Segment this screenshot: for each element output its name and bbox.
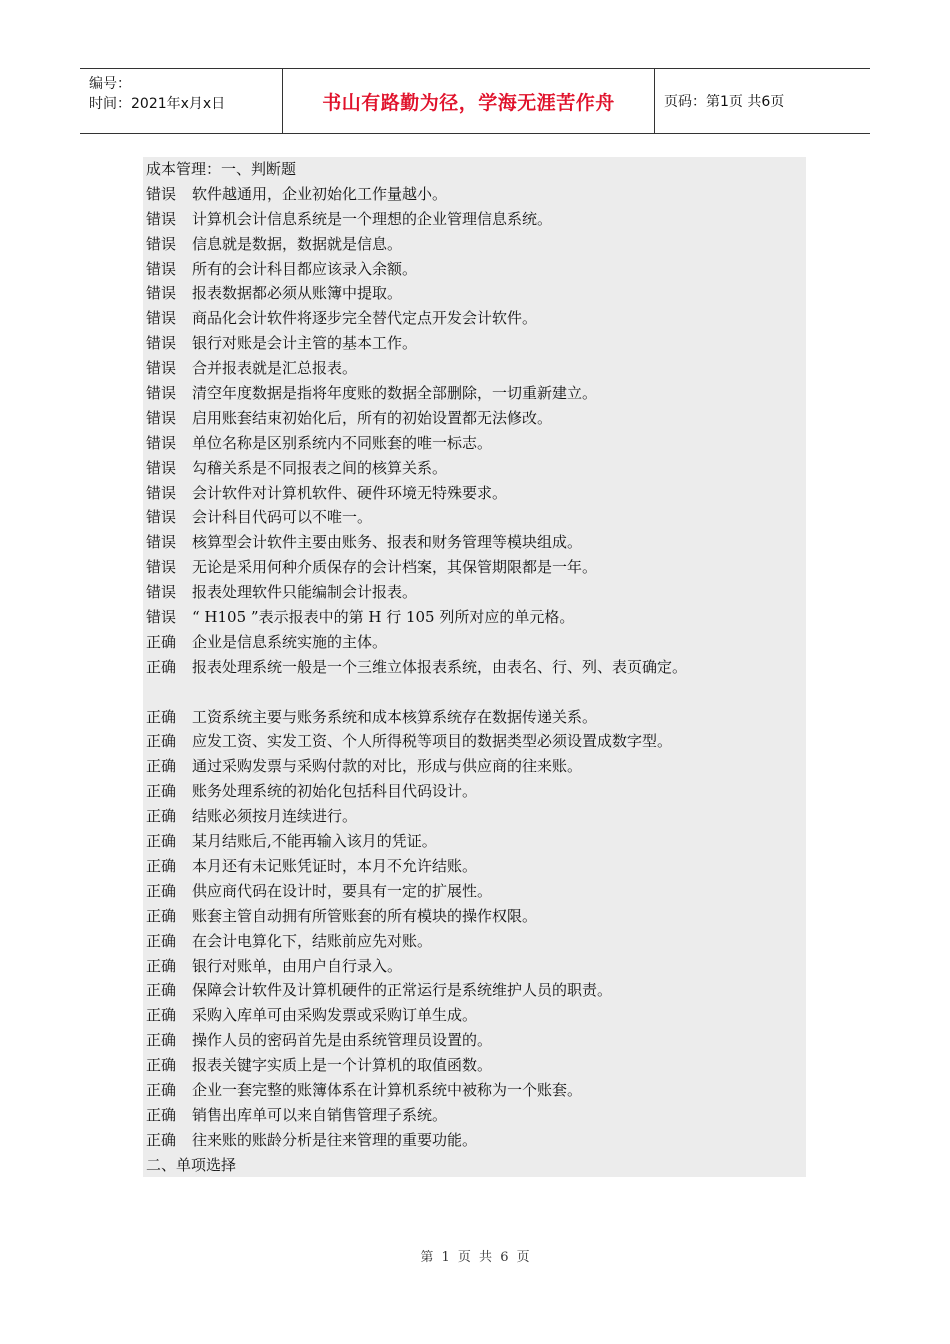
answer-tag: 正确	[146, 1006, 177, 1025]
answer-tag: 正确	[146, 931, 177, 950]
statement-text: 勾稽关系是不同报表之间的核算关系。	[192, 458, 448, 477]
judgment-list	[143, 182, 806, 1153]
list-item	[143, 555, 806, 580]
list-item	[143, 879, 806, 904]
statement-text: 核算型会计软件主要由账务、报表和财务管理等模块组成。	[192, 533, 583, 552]
statement-text: 清空年度数据是指将年度账的数据全部删除，一切重新建立。	[192, 384, 598, 403]
answer-tag: 错误	[146, 334, 177, 353]
answer-tag: 错误	[146, 433, 177, 452]
list-item	[143, 929, 806, 954]
answer-tag: 错误	[146, 309, 177, 328]
statement-text: 本月还有未记账凭证时，本月不允许结账。	[192, 856, 478, 875]
section-title: 成本管理：一、判断题	[146, 160, 297, 178]
answer-tag: 正确	[146, 832, 177, 851]
list-item	[143, 904, 806, 929]
statement-text: 银行对账单，由用户自行录入。	[192, 956, 403, 975]
document-number-label: 编号：	[89, 76, 131, 92]
answer-tag: 正确	[146, 1105, 177, 1124]
list-item	[143, 182, 806, 207]
statement-text: 单位名称是区别系统内不同账套的唯一标志。	[192, 433, 493, 452]
list-item	[143, 431, 806, 456]
list-item	[143, 705, 806, 730]
answer-tag: 错误	[146, 483, 177, 502]
document-body	[143, 157, 806, 1177]
statement-text: 会计软件对计算机软件、硬件环境无特殊要求。	[192, 483, 508, 502]
statement-text: 软件越通用，企业初始化工作量越小。	[192, 184, 448, 203]
header-page-cell	[655, 69, 870, 133]
list-item	[143, 1053, 806, 1078]
list-item	[143, 281, 806, 306]
statement-text: 销售出库单可以来自销售管理子系统。	[192, 1105, 448, 1124]
statement-text: 操作人员的密码首先是由系统管理员设置的。	[192, 1031, 493, 1050]
statement-text: “ H105 ”表示报表中的第 H 行 105 列所对应的单元格。	[192, 608, 575, 627]
answer-tag: 错误	[146, 558, 177, 577]
statement-text: 供应商代码在设计时，要具有一定的扩展性。	[192, 881, 493, 900]
statement-text: 启用账套结束初始化后，所有的初始设置都无法修改。	[192, 408, 553, 427]
list-item	[143, 1028, 806, 1053]
answer-tag: 正确	[146, 782, 177, 801]
answer-tag: 错误	[146, 408, 177, 427]
statement-text: 商品化会计软件将逐步完全替代定点开发会计软件。	[192, 309, 538, 328]
header-motto-cell	[283, 69, 655, 133]
statement-text: 信息就是数据，数据就是信息。	[192, 234, 403, 253]
list-item	[143, 680, 806, 705]
header-meta	[80, 69, 283, 133]
statement-text: 某月结账后,不能再输入该月的凭证。	[192, 832, 437, 851]
statement-text: 会计科目代码可以不唯一。	[192, 508, 373, 527]
list-item	[143, 804, 806, 829]
answer-tag: 错误	[146, 583, 177, 602]
statement-text: 通过采购发票与采购付款的对比，形成与供应商的往来账。	[192, 757, 583, 776]
header-motto: 书山有路勤为径，学海无涯苦作舟	[322, 91, 615, 114]
answer-tag: 正确	[146, 807, 177, 826]
list-item	[143, 481, 806, 506]
statement-text: 报表处理软件只能编制会计报表。	[192, 583, 418, 602]
page-footer: 第 1 页 共 6 页	[420, 1250, 530, 1265]
answer-tag: 正确	[146, 757, 177, 776]
statement-text: 合并报表就是汇总报表。	[192, 359, 358, 378]
answer-tag: 错误	[146, 533, 177, 552]
list-item	[143, 854, 806, 879]
list-item	[143, 1103, 806, 1128]
statement-text: 往来账的账龄分析是往来管理的重要功能。	[192, 1130, 478, 1149]
statement-text: 工资系统主要与账务系统和成本核算系统存在数据传递关系。	[192, 707, 598, 726]
answer-tag: 错误	[146, 458, 177, 477]
list-item	[143, 207, 806, 232]
answer-tag: 正确	[146, 1056, 177, 1075]
answer-tag: 错误	[146, 384, 177, 403]
list-item	[143, 331, 806, 356]
list-item	[143, 356, 806, 381]
answer-tag: 错误	[146, 508, 177, 527]
section-two-title: 二、单项选择	[146, 1155, 237, 1174]
statement-text: 企业是信息系统实施的主体。	[192, 632, 388, 651]
list-item	[143, 456, 806, 481]
statement-text: 所有的会计科目都应该录入余额。	[192, 259, 418, 278]
statement-text: 报表处理系统一般是一个三维立体报表系统，由表名、行、列、表页确定。	[192, 657, 688, 676]
statement-text: 账务处理系统的初始化包括科目代码设计。	[192, 782, 478, 801]
list-item	[143, 1078, 806, 1103]
list-item	[143, 530, 806, 555]
statement-text: 在会计电算化下，结账前应先对账。	[192, 931, 433, 950]
statement-text: 采购入库单可由采购发票或采购订单生成。	[192, 1006, 478, 1025]
list-item	[143, 630, 806, 655]
list-item	[143, 978, 806, 1003]
answer-tag: 错误	[146, 184, 177, 203]
answer-tag: 正确	[146, 956, 177, 975]
statement-text: 银行对账是会计主管的基本工作。	[192, 334, 418, 353]
answer-tag: 正确	[146, 981, 177, 1000]
list-item	[143, 754, 806, 779]
answer-tag: 正确	[146, 881, 177, 900]
answer-tag: 错误	[146, 259, 177, 278]
list-item	[143, 829, 806, 854]
answer-tag: 错误	[146, 359, 177, 378]
answer-tag: 正确	[146, 632, 177, 651]
page-header	[80, 68, 870, 134]
statement-text: 结账必须按月连续进行。	[192, 807, 358, 826]
answer-tag: 错误	[146, 608, 177, 627]
list-item	[143, 779, 806, 804]
list-item	[143, 381, 806, 406]
statement-text: 应发工资、实发工资、个人所得税等项目的数据类型必须设置成数字型。	[192, 732, 673, 751]
statement-text: 企业一套完整的账簿体系在计算机系统中被称为一个账套。	[192, 1080, 583, 1099]
answer-tag: 正确	[146, 1031, 177, 1050]
list-item	[143, 954, 806, 979]
answer-tag: 正确	[146, 732, 177, 751]
list-item	[143, 580, 806, 605]
list-item	[143, 729, 806, 754]
answer-tag: 错误	[146, 234, 177, 253]
answer-tag: 错误	[146, 209, 177, 228]
list-item	[143, 1128, 806, 1153]
answer-tag: 正确	[146, 1130, 177, 1149]
list-item	[143, 1003, 806, 1028]
list-item	[143, 232, 806, 257]
document-time-label: 时间：2021年x月x日	[89, 96, 226, 112]
list-item	[143, 257, 806, 282]
answer-tag: 正确	[146, 657, 177, 676]
statement-text: 无论是采用何种介质保存的会计档案，其保管期限都是一年。	[192, 558, 598, 577]
list-item	[143, 406, 806, 431]
answer-tag: 正确	[146, 856, 177, 875]
statement-text: 报表关键字实质上是一个计算机的取值函数。	[192, 1056, 493, 1075]
answer-tag: 正确	[146, 707, 177, 726]
statement-text: 报表数据都必须从账簿中提取。	[192, 284, 403, 303]
list-item	[143, 306, 806, 331]
answer-tag: 错误	[146, 284, 177, 303]
statement-text: 账套主管自动拥有所管账套的所有模块的操作权限。	[192, 906, 538, 925]
answer-tag: 正确	[146, 1080, 177, 1099]
list-item	[143, 655, 806, 680]
statement-text: 计算机会计信息系统是一个理想的企业管理信息系统。	[192, 209, 553, 228]
list-item	[143, 505, 806, 530]
statement-text: 保障会计软件及计算机硬件的正常运行是系统维护人员的职责。	[192, 981, 613, 1000]
list-item	[143, 605, 806, 630]
header-page-info: 页码：第1页 共6页	[664, 94, 785, 110]
answer-tag: 正确	[146, 906, 177, 925]
